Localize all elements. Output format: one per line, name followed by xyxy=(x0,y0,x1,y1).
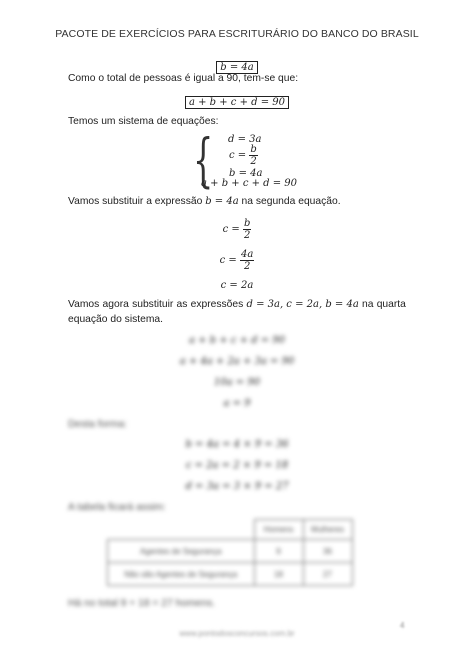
fraction-denominator: 2 xyxy=(243,230,251,241)
word: agora xyxy=(102,299,129,310)
system-row-3: b = 4a xyxy=(229,168,263,179)
paragraph-subst2-line2: equação do sistema. xyxy=(68,314,164,325)
blurred-paragraph-tabela: A tabela ficará assim: xyxy=(68,502,166,513)
footer-url: www.pontodosconcursos.com.br xyxy=(179,629,295,638)
text: na segunda equação. xyxy=(241,196,341,207)
table-corner xyxy=(108,520,255,540)
equation-text: a + b + c + d = 90 xyxy=(185,96,289,109)
table-row xyxy=(108,563,353,586)
subst-eq-3: c = 2a xyxy=(220,280,254,291)
result-table xyxy=(107,519,353,586)
word: as xyxy=(176,299,188,310)
fraction-numerator: b xyxy=(250,144,257,155)
fraction-denominator: 2 xyxy=(243,261,251,272)
blurred-eq-2: a + 4a + 2a + 3a = 90 xyxy=(179,356,295,367)
inline-math: b = 4a xyxy=(205,196,239,207)
paragraph-subst1 xyxy=(68,196,341,207)
table-row xyxy=(108,540,353,563)
word: expressões xyxy=(190,299,244,310)
word: Vamos xyxy=(68,299,100,310)
blurred-eq-7: d = 3a = 3 × 9 = 27 xyxy=(185,481,289,492)
subst-eq-1 xyxy=(0,218,474,241)
fraction-denominator: 2 xyxy=(250,156,257,167)
table-header-mulheres: Mulheres xyxy=(303,520,352,540)
blurred-paragraph-desta: Desta forma: xyxy=(68,419,127,430)
blurred-paragraph-final: Há no total 9 + 18 = 27 homens. xyxy=(68,598,216,609)
table-header-row xyxy=(108,520,353,540)
word: substituir xyxy=(132,299,174,310)
fraction xyxy=(240,249,254,272)
page-number: 4 xyxy=(400,621,405,630)
system-row-4: a + b + c + d = 90 xyxy=(201,178,298,189)
table-header-homens: Homens xyxy=(254,520,303,540)
subst-eq-2 xyxy=(0,249,474,272)
equation-text: b = 4a xyxy=(216,61,257,74)
blurred-eq-5: b = 4a = 4 × 9 = 36 xyxy=(185,439,289,450)
inline-math: d = 3a, c = 2a, b = 4a xyxy=(246,299,359,310)
system-brace: { xyxy=(193,126,214,194)
fraction xyxy=(243,218,251,241)
lhs: c = xyxy=(219,255,237,266)
blurred-eq-1: a + b + c + d = 90 xyxy=(188,335,286,346)
table-cell: 36 xyxy=(303,540,352,563)
table-cell: 18 xyxy=(254,563,303,586)
system-row-1: d = 3a xyxy=(228,134,262,145)
table-cell: 9 xyxy=(254,540,303,563)
table-cell: 27 xyxy=(303,563,352,586)
word: quarta xyxy=(376,299,406,310)
text: Vamos substituir a expressão xyxy=(68,196,203,207)
paragraph-total: Como o total de pessoas é igual a 90, tem-se que: xyxy=(68,73,299,84)
word: na xyxy=(362,299,374,310)
paragraph-subst2-line1 xyxy=(68,299,406,310)
blurred-eq-4: a = 9 xyxy=(223,398,251,409)
fraction-numerator: b xyxy=(243,218,251,229)
lhs: c = xyxy=(222,224,240,235)
table-row-label: Não são Agentes de Segurança xyxy=(108,563,255,586)
table-row-label: Agentes de Segurança xyxy=(108,540,255,563)
fraction-numerator: 4a xyxy=(241,249,254,260)
blurred-eq-3: 10a = 90 xyxy=(213,377,261,388)
system-row-2-lhs: c = xyxy=(229,150,247,161)
system-row-2 xyxy=(229,144,258,167)
boxed-equation-sum xyxy=(0,92,474,110)
blurred-eq-6: c = 2a = 2 × 9 = 18 xyxy=(185,460,289,471)
system-fraction xyxy=(249,144,257,167)
paragraph-system: Temos um sistema de equações: xyxy=(68,116,219,127)
page-header-title: PACOTE DE EXERCÍCIOS PARA ESCRITURÁRIO DO BANCO DO BRASIL xyxy=(55,28,419,40)
